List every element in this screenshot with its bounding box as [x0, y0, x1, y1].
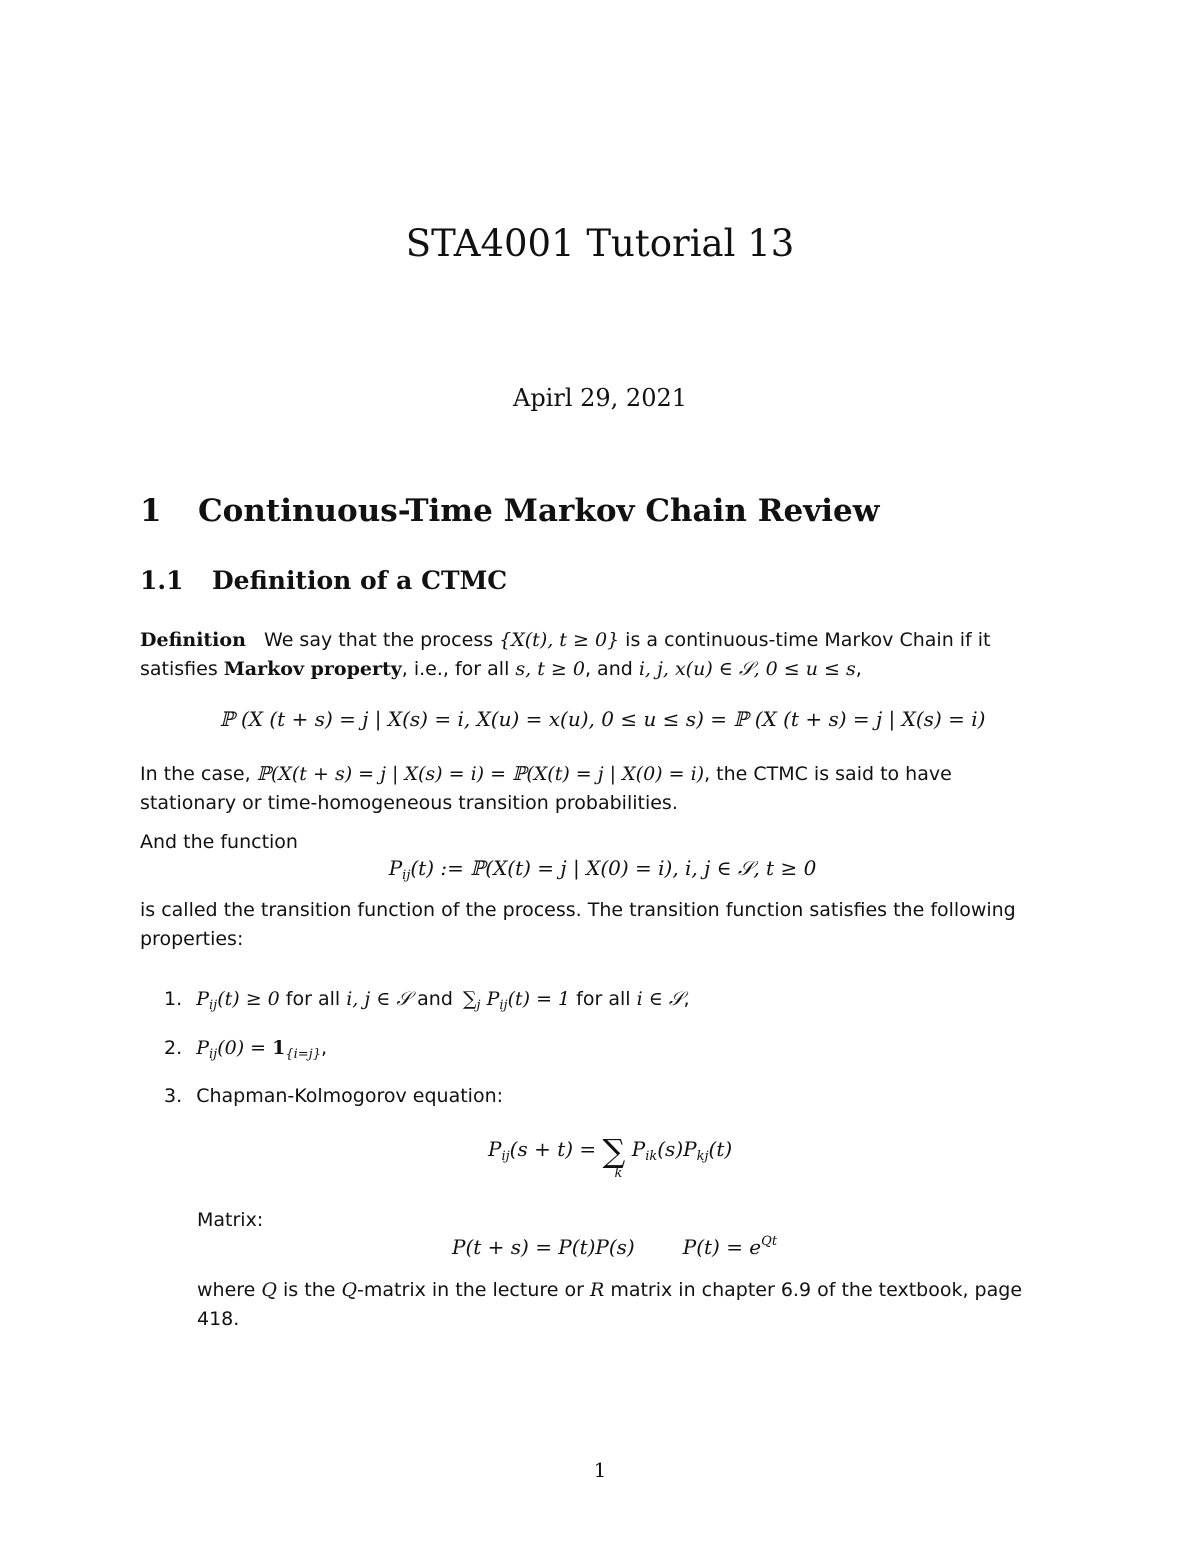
transition-paragraph: [140, 896, 1065, 954]
subsection-number: 1.1: [140, 566, 184, 595]
property-math: (0) =: [217, 1037, 273, 1059]
stationary-text: , the CTMC is said to have: [704, 763, 952, 785]
list-number: 3.: [164, 1085, 183, 1107]
property-text: for all: [279, 988, 347, 1010]
property-text: Chapman-Kolmogorov equation:: [196, 1085, 504, 1107]
document-title: STA4001 Tutorial 13: [405, 222, 795, 265]
markov-property-equation: ℙ (X (t + s) = j | X(s) = i, X(u) = x(u), 0 ≤ u ≤ s) = ℙ (X (t + s) = j | X(s) = i): [219, 707, 986, 731]
where-text: -matrix in the lecture or: [357, 1279, 590, 1301]
stationary-math: ℙ(X(t + s) = j | X(s) = i) = ℙ(X(t) = j | X(0) = i): [256, 763, 705, 785]
definition-text: ,: [855, 658, 862, 680]
process-math: {X(t), t ≥ 0}: [499, 629, 620, 651]
where-text: where: [197, 1279, 262, 1301]
property-math: i, j ∈ 𝒮: [346, 988, 412, 1010]
where-text: is the: [276, 1279, 342, 1301]
definition-text: is a continuous-time Markov Chain if it: [619, 629, 991, 651]
section-heading: [140, 493, 879, 529]
definition-text: We say that the process: [264, 629, 500, 651]
list-number: 1.: [164, 988, 183, 1010]
subsection-heading: [140, 566, 507, 595]
sum-index: k: [614, 1166, 623, 1181]
ck-lhs: (s + t) =: [509, 1137, 603, 1161]
property-math: i ∈ 𝒮: [636, 988, 684, 1010]
definition-math: i, j, x(u) ∈ 𝒮, 0 ≤ u ≤ s: [638, 658, 856, 680]
function-intro: And the function: [140, 831, 298, 853]
matrix-equation: [452, 1234, 777, 1259]
where-text: matrix in chapter 6.9 of the textbook, page: [604, 1279, 1023, 1301]
stationary-text: stationary or time-homogeneous transition probabilities.: [140, 792, 678, 814]
definition-label: Definition: [140, 629, 246, 651]
transition-function-equation: $P_{ij}(t)$ := ℙ(X(t) = j | X(0) = i), i, j ∈ 𝒮, t ≥ 0: [388, 856, 817, 883]
chapman-kolmogorov-equation: $P_{ij}(s + t)$ = ∑ k $P_{ik}(s)P_{kj}(t)$: [488, 1132, 733, 1181]
section-title: Continuous-Time Markov Chain Review: [198, 493, 880, 529]
list-item: 1. $P_{ij}(t) \ge 0$ for all i, j ∈ 𝒮 and $\sum_j$ $P_{ij}(t) = 1$ for all i ∈ 𝒮,: [164, 988, 690, 1013]
where-math: R: [589, 1279, 605, 1301]
subsection-title: Definition of a CTMC: [212, 566, 508, 595]
ck-rhs: (t): [708, 1137, 733, 1161]
definition-math: s, t ≥ 0: [515, 658, 585, 680]
stationary-text: In the case,: [140, 763, 257, 785]
matrix-eq-product: P(t + s) = P(t)P(s): [452, 1235, 635, 1259]
where-text: 418.: [197, 1308, 240, 1330]
definition-paragraph: [140, 626, 1065, 684]
where-math: Q: [261, 1279, 277, 1301]
transition-text: is called the transition function of the process. The transition function satisfies the following: [140, 899, 1016, 921]
ck-rhs: (s): [657, 1137, 684, 1161]
property-math: (t) = 1: [507, 988, 571, 1010]
list-number: 2.: [164, 1037, 183, 1059]
markov-property-term: Markov property: [223, 658, 402, 680]
definition-text: satisfies: [140, 658, 224, 680]
matrix-eq-exponential: P(t) = e: [682, 1235, 762, 1259]
list-item: 2. $P_{ij}(0) = 1_{\{i=j\}}$,: [164, 1037, 328, 1062]
property-text: and: [411, 988, 459, 1010]
property-text: ,: [683, 988, 690, 1010]
property-math: (t) ≥ 0: [217, 988, 280, 1010]
property-text: for all: [570, 988, 637, 1010]
transition-text: properties:: [140, 928, 244, 950]
stationary-paragraph: [140, 760, 1065, 818]
section-number: 1: [140, 493, 162, 529]
list-item: [164, 1082, 1064, 1111]
document-date: Apirl 29, 2021: [512, 384, 688, 412]
where-paragraph: [197, 1276, 1067, 1334]
property-text: ,: [320, 1037, 328, 1059]
matrix-label: Matrix:: [197, 1209, 264, 1231]
transition-function-math: (t) := ℙ(X(t) = j | X(0) = i), i, j ∈ 𝒮, t ≥ 0: [410, 856, 817, 880]
indicator-subscript: {i=j}: [285, 1047, 321, 1062]
definition-text: , i.e., for all: [401, 658, 516, 680]
where-math: Q: [341, 1279, 358, 1301]
page-number: 1: [593, 1458, 607, 1482]
definition-text: , and: [584, 658, 639, 680]
indicator-symbol: 1: [272, 1037, 286, 1059]
matrix-exponent: Qt: [761, 1234, 778, 1249]
